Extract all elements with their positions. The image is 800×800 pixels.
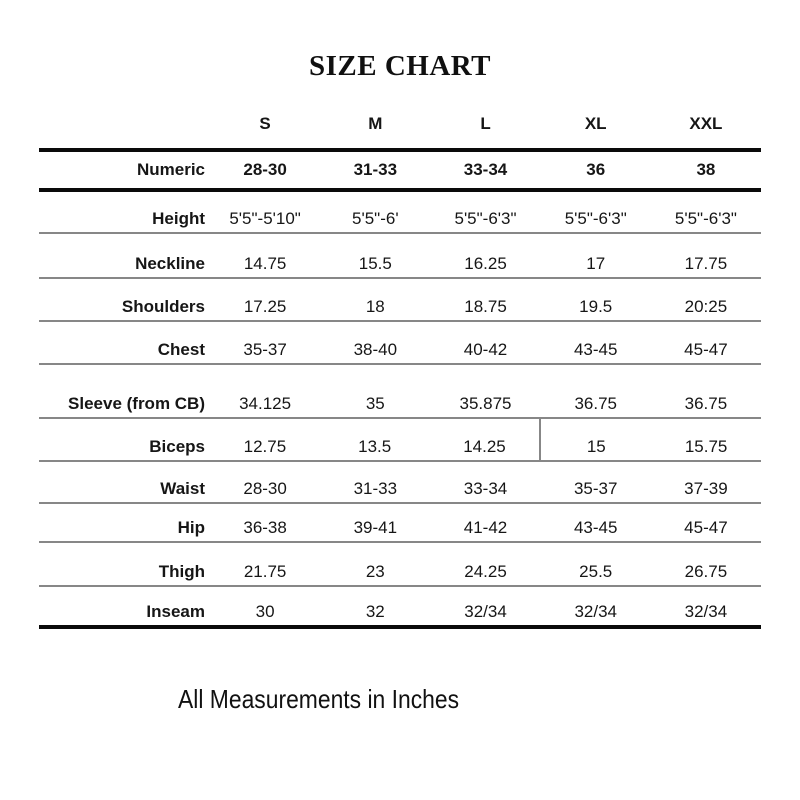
cell-value: 43-45 <box>573 340 618 359</box>
column-header-s: S <box>259 114 271 133</box>
cell-value: 45-47 <box>684 518 728 537</box>
cell-value: 33-34 <box>463 160 508 179</box>
cell-value: 5'5"-6' <box>352 209 399 228</box>
cell-value: 32/34 <box>574 602 617 621</box>
row-label: Height <box>152 209 205 228</box>
row-label: Shoulders <box>121 297 205 316</box>
size-chart-table <box>39 98 761 629</box>
cell-value: 25.5 <box>579 562 613 581</box>
cell-value: 36.75 <box>684 394 728 413</box>
cell-value: 5'5"-5'10" <box>229 209 301 228</box>
cell-value: 41-42 <box>463 518 508 537</box>
cell-value: 17.25 <box>243 297 287 316</box>
cell-value: 5'5"-6'3" <box>674 209 737 228</box>
cell-value: 21.75 <box>243 562 287 581</box>
table-row-biceps <box>39 419 761 462</box>
row-label: Thigh <box>158 562 205 581</box>
cell-value: 14.25 <box>463 437 506 456</box>
header-spacer-cell <box>39 98 210 148</box>
cell-value: 37-39 <box>684 479 728 498</box>
table-row-neckline <box>39 234 761 279</box>
cell-value: 34.125 <box>239 394 292 413</box>
cell-value: 38 <box>696 160 716 179</box>
cell-value: 36 <box>586 160 606 179</box>
table-row-thigh <box>39 543 761 587</box>
cell-value: 36-38 <box>243 518 287 537</box>
table-row-numeric <box>39 152 761 192</box>
table-row-waist <box>39 462 761 504</box>
cell-value: 40-42 <box>463 340 508 359</box>
table-row-shoulders <box>39 279 761 322</box>
row-label: Inseam <box>146 602 205 621</box>
table-body <box>39 152 761 629</box>
cell-value: 32 <box>365 602 385 621</box>
column-header-m: M <box>368 114 383 133</box>
cell-value: 35 <box>365 394 385 413</box>
cell-value: 15.75 <box>684 437 728 456</box>
cell-value: 43-45 <box>573 518 618 537</box>
cell-value: 15 <box>539 419 651 460</box>
cell-value: 23 <box>365 562 385 581</box>
cell-value: 18 <box>365 297 385 316</box>
cell-value: 18.75 <box>464 297 507 316</box>
cell-value: 5'5"-6'3" <box>564 209 627 228</box>
column-header-xxl: XXL <box>689 114 723 133</box>
table-row-chest <box>39 322 761 365</box>
cell-value: 12.75 <box>243 437 287 456</box>
table-row-hip <box>39 504 761 543</box>
table-header-row <box>39 98 761 152</box>
row-label: Chest <box>157 340 205 359</box>
cell-value: 5'5"-6'3" <box>454 209 517 228</box>
cell-value: 33-34 <box>463 479 508 498</box>
column-header-xl: XL <box>584 114 607 133</box>
cell-value: 32/34 <box>684 602 728 621</box>
cell-value: 31-33 <box>353 160 398 179</box>
cell-value: 16.25 <box>464 254 507 273</box>
row-label: Sleeve (from CB) <box>68 394 205 413</box>
cell-value: 14.75 <box>243 254 287 273</box>
row-label: Waist <box>160 479 205 498</box>
row-label: Numeric <box>136 160 205 179</box>
cell-value: 19.5 <box>579 297 613 316</box>
cell-value: 17.75 <box>684 254 728 273</box>
cell-value: 20:25 <box>684 297 728 316</box>
cell-value: 45-47 <box>684 340 728 359</box>
cell-value: 15.5 <box>358 254 392 273</box>
table-row-sleeve-from-cb <box>39 365 761 419</box>
row-label: Biceps <box>149 437 205 456</box>
cell-value: 31-33 <box>353 479 398 498</box>
row-label: Neckline <box>135 254 205 273</box>
column-header-l: L <box>480 114 491 133</box>
cell-value: 28-30 <box>243 479 287 498</box>
cell-value: 32/34 <box>464 602 507 621</box>
cell-value: 30 <box>255 602 275 621</box>
cell-value: 39-41 <box>353 518 398 537</box>
table-row-inseam <box>39 587 761 629</box>
cell-value: 35-37 <box>243 340 287 359</box>
cell-value: 35-37 <box>573 479 618 498</box>
footer-note: All Measurements in Inches <box>178 684 460 714</box>
cell-value: 17 <box>586 254 606 273</box>
cell-value: 13.5 <box>358 437 392 456</box>
cell-value: 38-40 <box>353 340 398 359</box>
row-label: Hip <box>177 518 205 537</box>
cell-value: 28-30 <box>243 160 287 179</box>
cell-value: 24.25 <box>464 562 507 581</box>
cell-value: 26.75 <box>684 562 728 581</box>
page-title: SIZE CHART <box>308 50 492 82</box>
cell-value: 36.75 <box>574 394 617 413</box>
table-row-height <box>39 192 761 234</box>
cell-value: 35.875 <box>459 394 512 413</box>
